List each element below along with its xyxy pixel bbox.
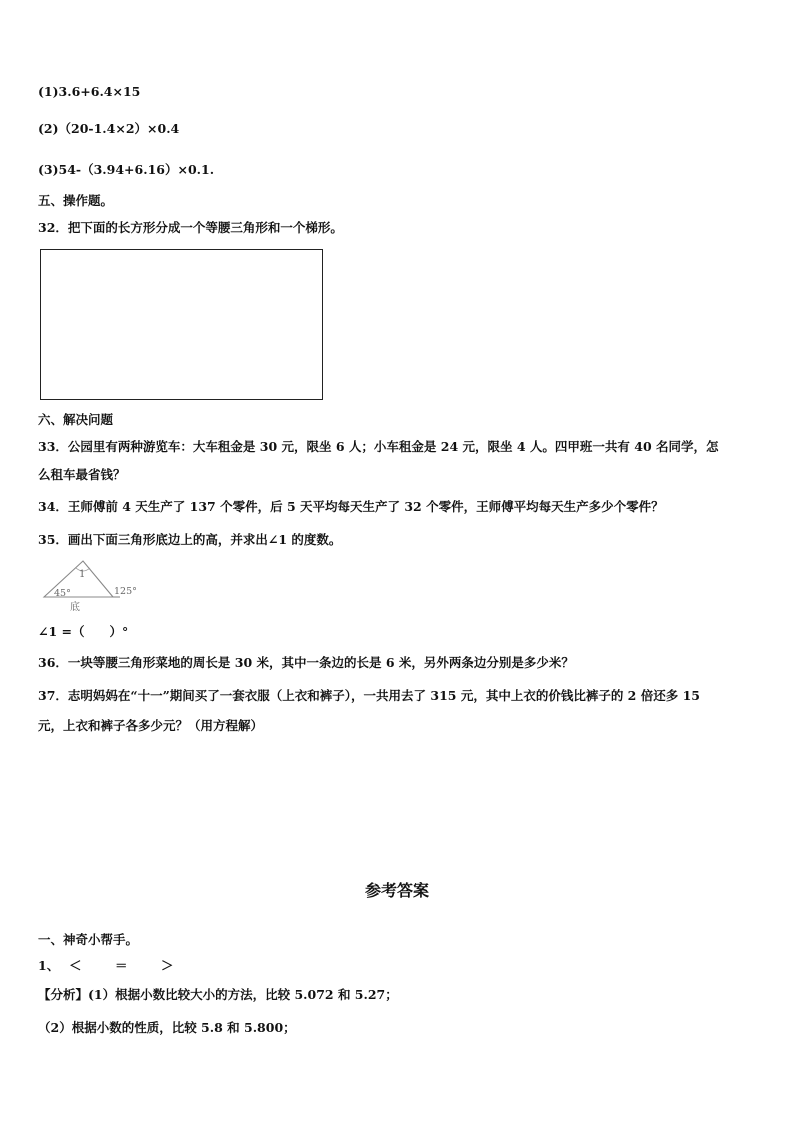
equals-symbol: ＝ bbox=[114, 958, 128, 973]
analysis-line1: 【分析】(1）根据小数比较大小的方法，比较 5.072 和 5.27； bbox=[38, 987, 398, 1002]
angle1-label: 1 bbox=[79, 569, 86, 580]
question-37-line2: 元，上衣和裤子各多少元？（用方程解） bbox=[38, 718, 264, 733]
question-37-line1: 37．志明妈妈在“十一”期间买了一套衣服（上衣和裤子），一共用去了 315 元，其中上衣的价钱比裤子的 2 倍还多 15 bbox=[38, 688, 700, 703]
calc-q2: (2)（20-1.4×2）×0.4 bbox=[38, 121, 180, 136]
less-than-symbol: ＜ bbox=[68, 958, 82, 973]
section6-title: 六、解决问题 bbox=[38, 412, 114, 427]
left-angle-label: 45° bbox=[54, 588, 71, 599]
section5-title: 五、操作题。 bbox=[38, 193, 114, 208]
calc-q3: (3)54-（3.94+6.16）×0.1. bbox=[38, 162, 215, 177]
answer-1-label: 1、 bbox=[38, 958, 60, 973]
answers-heading: 参考答案 bbox=[364, 881, 429, 900]
calc-q1: (1)3.6+6.4×15 bbox=[38, 84, 141, 99]
answer-1 bbox=[38, 958, 183, 974]
right-angle-label: 125° bbox=[114, 586, 137, 597]
question-36: 36．一块等腰三角形菜地的周长是 30 米，其中一条边的长是 6 米，另外两条边分别是多少米？ bbox=[38, 655, 574, 670]
rectangle-figure bbox=[40, 249, 323, 400]
base-label: 底 bbox=[70, 602, 80, 613]
question-35-answer: ∠1 =（ ）° bbox=[38, 624, 129, 639]
question-32: 32．把下面的长方形分成一个等腰三角形和一个梯形。 bbox=[38, 220, 343, 235]
question-34: 34．王师傅前 4 天生产了 137 个零件，后 5 天平均每天生产了 32 个零件，王师傅平均每天生产多少个零件？ bbox=[38, 499, 664, 514]
question-33-line2: 么租车最省钱？ bbox=[38, 467, 126, 482]
question-33-line1: 33．公园里有两种游览车：大车租金是 30 元，限坐 6 人；小车租金是 24 元，限坐 4 人。四甲班一共有 40 名同学，怎 bbox=[38, 439, 719, 454]
analysis-line2: （2）根据小数的性质，比较 5.8 和 5.800； bbox=[38, 1020, 296, 1035]
answers-section1-title: 一、神奇小帮手。 bbox=[38, 932, 139, 947]
triangle-figure bbox=[40, 556, 150, 616]
greater-than-symbol: ＞ bbox=[160, 958, 174, 973]
question-35: 35．画出下面三角形底边上的高，并求出∠1 的度数。 bbox=[38, 532, 342, 547]
